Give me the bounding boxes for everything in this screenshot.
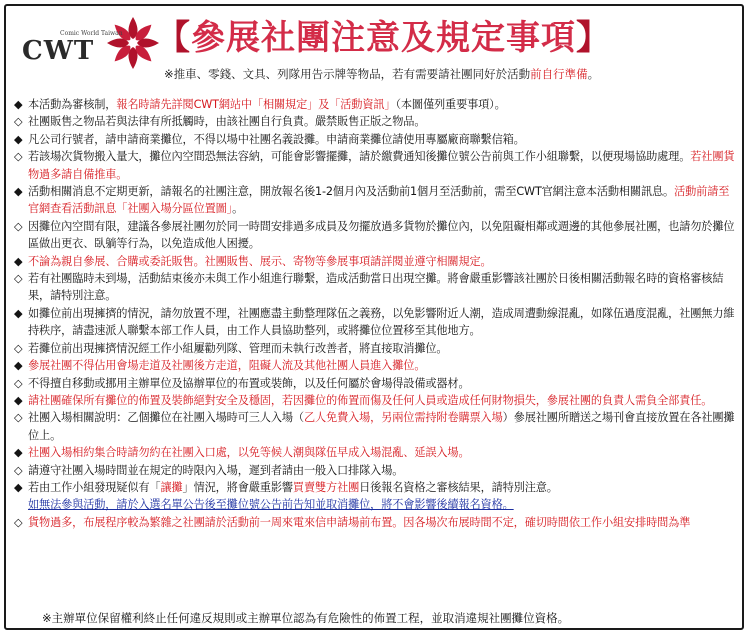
rule-text: 如攤位前出現擁擠的情況，請勿放置不理，社團應盡主動整理隊伍之義務，以免影響附近人潮，造成周遭動線混亂，如隊伍過度混亂，社團無力維持秩序，請盡速派人聯繫本部工作人員，由工作人員協助整列，或將攤位位置移至其他地方。: [28, 306, 735, 338]
hollow-diamond-bullet-icon: ◇: [14, 150, 23, 164]
rule-item: [14, 409, 740, 444]
flower-logo-icon: [104, 14, 162, 72]
filled-diamond-bullet-icon: ◆: [14, 359, 23, 373]
hollow-diamond-bullet-icon: ◇: [14, 219, 23, 233]
hollow-diamond-bullet-icon: ◇: [14, 341, 23, 355]
rule-item: [14, 479, 740, 496]
hollow-diamond-bullet-icon: ◇: [14, 411, 23, 425]
rule-text: 請社團確保所有攤位的佈置及裝飾絕對安全及穩固，若因攤位的佈置而傷及任何人員或造成任何財物損失，參展社團的負責人需負全部責任。: [28, 393, 713, 407]
rule-item: [14, 496, 740, 513]
rule-text: 社團入場相約集合時請勿約在社團入口處，以免等候人潮與隊伍早成入場混亂、延誤入場。: [28, 446, 470, 460]
rule-item: [14, 96, 740, 113]
rule-text: 活動相關消息不定期更新，請報名的社團注意，開放報名後1-2個月內及活動前1個月至活動前，需至CWT官網注意本活動相關訊息。: [28, 185, 675, 199]
rule-item: [14, 340, 740, 357]
rule-text: 參展社團不得佔用會場走道及社團後方走道，阻礙人流及其他社團人員進入攤位。: [28, 359, 426, 373]
rule-item: [14, 253, 740, 270]
filled-diamond-bullet-icon: ◆: [14, 393, 23, 407]
rule-text: 社團販售之物品若與法律有所抵觸時，由該社團自行負責。嚴禁販售正版之物品。: [28, 115, 426, 129]
rule-item: [14, 131, 740, 148]
rule-text: 凡公司行號者，請申請商業攤位，不得以場中社團名義設攤。申請商業攤位請使用專屬廠商聯繫信箱。: [28, 132, 525, 146]
rule-item: [14, 514, 740, 531]
rule-text: 。: [232, 202, 244, 216]
filled-diamond-bullet-icon: ◆: [14, 480, 23, 494]
rule-item: [14, 357, 740, 374]
rule-item: [14, 444, 740, 461]
filled-diamond-bullet-icon: ◆: [14, 254, 23, 268]
page-title: [156, 12, 740, 64]
rules-list: [14, 96, 740, 531]
rule-text: 乙人免費入場，另兩位需持附卷購票入場: [303, 411, 503, 425]
hollow-diamond-bullet-icon: ◇: [14, 376, 23, 390]
rule-text: 日後報名資格之審核結果，請特別注意。: [359, 480, 558, 494]
logo-text: CWT: [22, 36, 95, 66]
header: [6, 6, 742, 92]
logo-subtext: Comic World Taiwan: [60, 30, 123, 37]
rule-text: 因攤位內空間有限，建議各參展社團勿於同一時間安排過多成員及勿擺放過多貨物於攤位內，以免阻礙相鄰或週邊的其他參展社團，也請勿於攤位區做出更衣、臥躺等行為，以免造成他人困擾。: [28, 219, 735, 251]
filled-diamond-bullet-icon: ◆: [14, 446, 23, 460]
hollow-diamond-bullet-icon: ◇: [14, 463, 23, 477]
rule-item: [14, 462, 740, 479]
title-bracket-close: 】: [576, 18, 611, 58]
rule-item: [14, 375, 740, 392]
rule-item: [14, 305, 740, 340]
rule-link-text[interactable]: 如無法參與活動，請於入選名單公告後至攤位號公告前告知並取消攤位，將不會影響後續報名資格。: [28, 498, 514, 512]
footer-note: ※主辦單位保留權利終止任何違反規則或主辦單位認為有危險性的佈置工程，並取消違規社團攤位資格。: [42, 611, 570, 625]
rule-text: 讓攤: [160, 480, 183, 494]
rule-text: 買賣雙方社團: [292, 480, 360, 494]
rule-text: 報名時請先詳閱CWT網站中「相關規定」及「活動資訊」: [116, 98, 396, 111]
notice-board: [4, 4, 744, 630]
rule-text: 貨物過多，布展程序較為繁雜之社團請於活動前一周來電來信申請場前布置。因各場次布展時間不定，確切時間依工作小組安排時間為準: [28, 515, 691, 529]
rule-text: 若攤位前出現擁擠情況經工作小組屢勸列隊、管理而未執行改善者，將直接取消攤位。: [28, 341, 448, 355]
rule-item: [14, 148, 740, 183]
rule-item: [14, 392, 740, 409]
rule-text: 若有社團臨時未到場，活動結束後亦未與工作小組進行聯繫，造成活動當日出現空攤。將會嚴重影響該社團於日後相關活動報名時的資格審核結果，請特別注意。: [28, 272, 724, 303]
rule-item: [14, 183, 740, 218]
rule-item: [14, 270, 740, 305]
rule-text: 若該場次貨物搬入量大，攤位內空間恐無法容納，可能會影響擺攤，請於繳費通知後攤位號公告前與工作小組聯繫，以便現場協助處理。: [28, 150, 691, 164]
filled-diamond-bullet-icon: ◆: [14, 132, 23, 146]
filled-diamond-bullet-icon: ◆: [14, 306, 23, 320]
hollow-diamond-bullet-icon: ◇: [14, 272, 23, 286]
rule-item: [14, 218, 740, 253]
rule-text: 本活動為審核制，: [28, 98, 117, 111]
title-bracket-open: 【: [156, 18, 191, 58]
rule-text: 請遵守社團入場時間並在規定的時限內入場，遲到者請由一般入口排隊入場。: [28, 463, 404, 477]
filled-diamond-bullet-icon: ◆: [14, 185, 23, 199]
filled-diamond-bullet-icon: ◆: [14, 98, 23, 111]
rule-text: （本圖僅列重要事項）。: [395, 98, 506, 111]
title-text: 參展社團注意及規定事項: [191, 18, 576, 58]
cwt-logo: [16, 14, 166, 76]
hollow-diamond-bullet-icon: ◇: [14, 115, 23, 129]
rule-text: 」情況，將會嚴重影響: [182, 480, 293, 494]
hollow-diamond-bullet-icon: ◇: [14, 515, 23, 529]
rule-text: 不論為親自參展、合購或委託販售。社團販售、展示、寄物等參展事項請詳閱並遵守相關規定。: [28, 254, 492, 268]
preparation-note: ※推車、零錢、文具、列隊用告示牌等物品，若有需要請社團同好於活動前自行準備。: [164, 67, 600, 81]
rule-text: 若社團貨物過多請自備推車。: [28, 150, 735, 181]
rule-text: 若由工作小組發現疑似有「: [28, 480, 161, 494]
rule-text: 社團入場相關說明：乙個攤位在社團入場時可三人入場（: [28, 411, 304, 425]
rule-text: 不得擅自移動或挪用主辦單位及協辦單位的布置或裝飾，以及任何屬於會場得設備或器材。: [28, 376, 470, 390]
rule-text: ）參展社團所贈送之場刊會直接放置在各社團攤位上。: [28, 411, 735, 442]
rule-item: [14, 113, 740, 130]
rule-text: 活動前請至官網查看活動訊息「社團入場分區位置圖」: [28, 185, 730, 216]
